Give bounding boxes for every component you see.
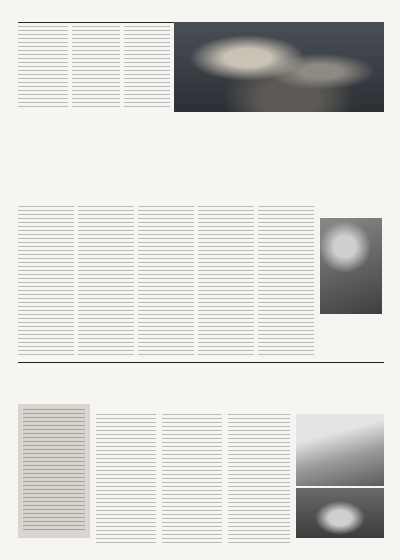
- story2-column-2: [162, 414, 222, 544]
- story2-kicker: [18, 366, 384, 374]
- story1-column-a: [18, 206, 74, 358]
- story1-column-3: [124, 26, 170, 110]
- story2-column-1: [96, 414, 156, 544]
- text-block: [78, 206, 134, 358]
- story1-column-b: [78, 206, 134, 358]
- text-block: [138, 206, 194, 358]
- running-head: [18, 6, 382, 23]
- main-headline: [18, 124, 384, 178]
- sidebar-box: [18, 404, 90, 538]
- photo-caption: [18, 113, 384, 121]
- photo-image: [296, 414, 384, 486]
- text-block: [18, 26, 68, 110]
- story1-column-c: [138, 206, 194, 358]
- second-headline: [18, 376, 384, 400]
- photo-image: [174, 22, 384, 112]
- text-block: [23, 409, 85, 533]
- text-block: [72, 26, 120, 110]
- story2-byline: [96, 404, 216, 412]
- story1-column-d: [198, 206, 254, 358]
- operating-room-photo: [174, 22, 384, 112]
- story1-column-2: [72, 26, 120, 110]
- bus-photo: [296, 488, 384, 538]
- section-divider: [18, 362, 384, 363]
- bus-photo-caption: [296, 540, 384, 552]
- text-block: [258, 206, 314, 358]
- text-block: [162, 414, 222, 544]
- headline-deck: [18, 180, 384, 190]
- story1-column-e: [258, 206, 314, 358]
- photo-image: [320, 218, 382, 314]
- brain-scan-photo: [320, 218, 382, 314]
- map-graphic: [296, 414, 384, 486]
- story2-column-3: [228, 414, 290, 544]
- story1-byline: [18, 196, 98, 204]
- photo-image: [296, 488, 384, 538]
- text-block: [124, 26, 170, 110]
- text-block: [96, 414, 156, 544]
- story1-intro-column: [18, 26, 68, 110]
- text-block: [18, 206, 74, 358]
- text-block: [228, 414, 290, 544]
- text-block: [198, 206, 254, 358]
- side-photo-caption: [320, 318, 382, 348]
